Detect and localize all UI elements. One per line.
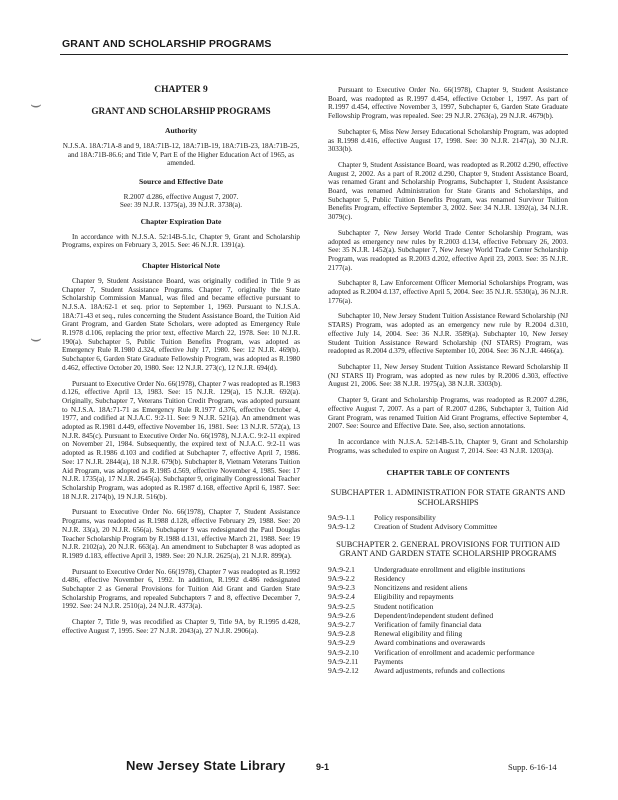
toc-section-title: Dependent/independent student defined	[374, 610, 494, 620]
toc-entry	[328, 666, 568, 675]
historical-paragraph: Pursuant to Executive Order No. 66(1978), Chapter 7 was readopted as R.1992 d.486, effective November 6, 1992. In addition, R.1992 d.486 redesignated Subchapter 2 as General Provisions for Tuition Aid Grant and Garden State Scholarship Programs, and repealed Subchapters 7 and 8, effective December 7, 1992. See: 24 N.J.R. 2510(a), 24 N.J.R. 4373(a).	[62, 567, 300, 611]
historical-paragraph: Chapter 9, Student Assistance Board, was originally codified in Title 9 as Chapter 7, Student Assistance Programs. Chapter 7, originally the State Scholarship Commission Manual, was filed and became effective pursuant to N.J.S.A. 18A:62-1 et seq. prior to September 1, 1969. Pursuant to N.J.S.A. 18A:71-43 et seq., rules concerning the Student Assistance Board, the Tuition Aid Grant Program, and Garden State Scholars, were adopted as Emergency Rule R.1978 d.106, replacing the prior text, effective March 22, 1978. See: 10 N.J.R. 190(a). Subchapter 5, Public Tuition Benefits Program, was adopted as Emergency Rule R.1980 d.324, effective July 17, 1980. See: 12 N.J.R. 469(b). Subchapter 6, Garden State Graduate Fellowship Program, was adopted as R.1980 d.462, effective October 20, 1980. See: 12 N.J.R. 273(c), 12 N.J.R. 694(d).	[62, 276, 300, 372]
historical-paragraph: In accordance with N.J.S.A. 52:14B-5.1b, Chapter 9, Grant and Scholarship Programs, was scheduled to expire on August 7, 2014. See: 43 N.J.R. 1203(a).	[328, 437, 568, 455]
toc-section-title: Payments	[374, 656, 404, 666]
toc-section-title: Student notification	[374, 601, 434, 611]
chapter-title: GRANT AND SCHOLARSHIP PROGRAMS	[91, 105, 271, 116]
toc-section-number: 9A:9-2.2	[328, 574, 355, 583]
toc-section-number: 9A:9-2.12	[328, 666, 359, 676]
toc-section-number: 9A:9-2.1	[328, 564, 355, 574]
running-head: GRANT AND SCHOLARSHIP PROGRAMS	[62, 38, 272, 50]
toc-entry	[328, 592, 568, 601]
historical-paragraph: Subchapter 6, Miss New Jersey Educational Scholarship Program, was adopted as R.1998 d.416, effective August 17, 1998. See: 30 N.J.R. 2147(a), 30 N.J.R. 3033(b).	[328, 127, 568, 154]
footer-page-number: 9-1	[316, 762, 330, 772]
historical-paragraph: Pursuant to Executive Order No. 66(1978), Chapter 9, Student Assistance Board, was readopted as R.1997 d.454, effective October 1, 1997. As part of R.1997 d.454, effective November 3, 1997, Subchapter 6, Garden State Graduate Fellowship Program, was repealed. See: 29 N.J.R. 2763(a), 29 N.J.R. 4679(b).	[328, 86, 568, 121]
margin-bracket-mark: ⌣	[30, 94, 42, 115]
expiration-heading: Chapter Expiration Date	[140, 217, 222, 226]
toc-entry	[328, 629, 568, 638]
historical-heading: Chapter Historical Note	[142, 261, 220, 271]
historical-paragraph: Subchapter 8, Law Enforcement Officer Memorial Scholarships Program, was adopted as R.2004 d.137, effective April 5, 2004. See: 35 N.J.R. 5530(a), 36 N.J.R. 1776(a).	[328, 279, 568, 305]
authority-text: N.J.S.A. 18A:71A-8 and 9, 18A:71B-12, 18A:71B-19, 18A:71B-23, 18A:71B-25, and 18A:71B-86.6; and Title V, Part E of the Higher Education Act of 1965, as amended.	[62, 142, 300, 168]
source-line: R.2007 d.286, effective August 7, 2007.	[123, 192, 239, 201]
historical-paragraph: Pursuant to Executive Order No. 66(1978), Chapter 7, Student Assistance Programs, was readopted as R.1988 d.128, effective February 29, 1988. See: 20 N.J.R. 33(a), 20 N.J.R. 656(a). Subchapter 9 was redesignated the Paul Douglas Teacher Scholarship Program by R.1988 d.131, effective March 21, 1988. See: 19 N.J.R. 2102(a), 20 N.J.R. 663(a). An amendment to Subchapter 8 was adopted as R.1989 d.183, effective April 3, 1989. See: 20 N.J.R. 2625(a), 21 N.J.R. 899(a).	[62, 508, 300, 560]
historical-paragraph: Subchapter 11, New Jersey Student Tuition Assistance Reward Scholarship II (NJ STARS II) Program, was adopted as new rules by R.2006 d.303, effective August 21, 2006. See: 38 N.J.R. 1975(a), 38 N.J.R. 3303(b).	[328, 362, 568, 389]
toc-section-title: Residency	[374, 574, 406, 583]
source-line: See: 39 N.J.R. 1375(a), 39 N.J.R. 3738(a).	[119, 201, 243, 210]
toc-entry	[328, 513, 568, 522]
footer-supplement: Supp. 6-16-14	[508, 762, 557, 772]
toc-section-title: Verification of enrollment and academic performance	[374, 647, 535, 657]
expiration-text: In accordance with N.J.S.A. 52:14B-5.1c, Chapter 9, Grant and Scholarship Programs, expires on February 3, 2015. See: 46 N.J.R. 1391(a).	[62, 232, 300, 250]
historical-paragraph: Chapter 7, Title 9, was recodified as Chapter 9, Title 9A, by R.1995 d.428, effective August 7, 1995. See: 27 N.J.R. 2043(a), 27 N.J.R. 2906(a).	[62, 618, 300, 635]
toc-section-number: 9A:9-1.2	[328, 522, 355, 532]
toc-subchapter-heading: SUBCHAPTER 1. ADMINISTRATION FOR STATE GRANTS AND SCHOLARSHIPS	[330, 488, 566, 507]
toc-section-title: Noncitizens and resident aliens	[374, 583, 468, 593]
header-rule	[60, 54, 568, 55]
toc-section-title: Undergraduate enrollment and eligible institutions	[374, 564, 526, 574]
toc-section-title: Verification of family financial data	[374, 620, 482, 630]
authority-heading: Authority	[164, 126, 198, 136]
toc-section-number: 9A:9-2.8	[328, 629, 355, 639]
toc-section-number: 9A:9-2.7	[328, 620, 355, 630]
toc-entry	[328, 638, 568, 647]
toc-heading: CHAPTER TABLE OF CONTENTS	[386, 468, 510, 478]
toc-entry	[328, 611, 568, 620]
toc-list	[328, 565, 568, 675]
toc-entry	[328, 522, 568, 531]
toc-entry	[328, 574, 568, 583]
margin-bracket-mark: ⌣	[30, 328, 42, 349]
toc-entry	[328, 602, 568, 611]
toc-section-title: Award adjustments, refunds and collections	[374, 666, 505, 676]
toc-entry	[328, 657, 568, 666]
historical-paragraph: Pursuant to Executive Order No. 66(1978), Chapter 7 was readopted as R.1983 d.126, effective April 13, 1983. See: 15 N.J.R. 129(a), 15 N.J.R. 692(a). Originally, Subchapter 7, Veterans Tuition Credit Program, was adopted pursuant to N.J.S.A. 18A:71-71 as Emergency Rule R.1977 d.376, effective October 4, 1977, and codified at N.J.A.C. 9:2-11. See: 9 N.J.R. 521(a). An amendment was adopted as R.1981 d.449, effective November 16, 1981. See: 13 N.J.R. 572(a), 13 N.J.R. 845(c). Pursuant to Executive Order No. 66(1978), N.J.A.C. 9:2-11 expired on November 21, 1984. Subsequently, the expired text of N.J.A.C. 9:2-11 was adopted as R.1986 d.103 and codified at Subchapter 7, effective April 7, 1986. See: 17 N.J.R. 2844(a), 18 N.J.R. 679(b). Subchapter 8, Vietnam Veterans Tuition Aid Program, was adopted as R.1985 d.569, effective November 4, 1985. See: 17 N.J.R. 1735(a), 17 N.J.R. 2645(a). Subchapter 9, originally Congressional Teacher Scholarship Program, was adopted as R.1987 d.168, effective April 6, 1987. See: 18 N.J.R. 2174(b), 19 N.J.R. 516(b).	[62, 379, 300, 501]
toc-entry	[328, 565, 568, 574]
toc-entry	[328, 583, 568, 592]
source-heading: Source and Effective Date	[138, 176, 223, 186]
toc-entry	[328, 620, 568, 629]
historical-paragraph: Subchapter 7, New Jersey World Trade Center Scholarship Program, was adopted as emergency new rules by R.2003 d.134, effective February 26, 2003. See: 35 N.J.R. 1452(a). Subchapter 7, New Jersey World Trade Center Scholarship Program, was readopted as R.2003 d.202, effective April 23, 2003. See: 35 N.J.R. 2177(a).	[328, 228, 568, 272]
left-column	[62, 86, 300, 643]
toc-section-number: 9A:9-1.1	[328, 513, 355, 523]
source-text	[62, 193, 300, 210]
toc-section-number: 9A:9-2.9	[328, 638, 355, 648]
toc-section-number: 9A:9-2.5	[328, 601, 355, 611]
right-column	[328, 86, 568, 675]
toc-section-number: 9A:9-2.3	[328, 583, 355, 593]
historical-paragraph: Subchapter 10, New Jersey Student Tuition Assistance Reward Scholarship (NJ STARS) Program, was adopted as an emergency new rule by R.2004 d.310, effective July 14, 2004. See: 36 N.J.R. 3589(a). Subchapter 10, New Jersey Student Tuition Assistance Reward Scholarship (NJ STARS) Program, was readopted as R.2004 d.379, effective September 10, 2004. See: 36 N.J.R. 4466(a).	[328, 312, 568, 356]
toc-subchapter-heading: SUBCHAPTER 2. GENERAL PROVISIONS FOR TUITION AID GRANT AND GARDEN STATE SCHOLARSHIP PROGRAMS	[336, 539, 560, 559]
toc-entry	[328, 648, 568, 657]
toc-section-title: Policy responsibility	[374, 513, 436, 523]
footer-library-name: New Jersey State Library	[126, 758, 286, 773]
toc-section-title: Creation of Student Advisory Committee	[374, 522, 498, 532]
toc-section-number: 9A:9-2.6	[328, 610, 355, 620]
historical-paragraph: Chapter 9, Grant and Scholarship Programs, was readopted as R.2007 d.286, effective August 7, 2007. As a part of R.2007 d.286, Subchapter 3, Tuition Aid Grant Program, was renamed Tuition Aid Grant Programs, effective September 4, 2007. See: Source and Effective Date. See, also, section annotations.	[328, 396, 568, 431]
toc-list	[328, 513, 568, 531]
chapter-number: CHAPTER 9	[154, 85, 208, 95]
toc-section-title: Renewal eligibility and filing	[374, 629, 463, 639]
toc-section-number: 9A:9-2.11	[328, 656, 359, 666]
toc-section-number: 9A:9-2.4	[328, 592, 355, 602]
toc-section-title: Award combinations and overawards	[374, 638, 486, 648]
toc-section-title: Eligibility and repayments	[374, 592, 454, 602]
historical-paragraph: Chapter 9, Student Assistance Board, was readopted as R.2002 d.290, effective August 2, 2002. As a part of R.2002 d.290, Chapter 9, Student Assistance Board, was renamed Grant and Scholarship Programs, Subchapter 1, Student Assistance Board, was renamed Administration for State Grants and Scholarships, and Subchapter 5, Public Tuition Benefits Program, was renamed Survivor Tuition Benefits Program, effective September 3, 2002. See: 34 N.J.R. 1392(a), 34 N.J.R. 3079(c).	[328, 160, 568, 222]
toc-section-number: 9A:9-2.10	[328, 647, 359, 657]
